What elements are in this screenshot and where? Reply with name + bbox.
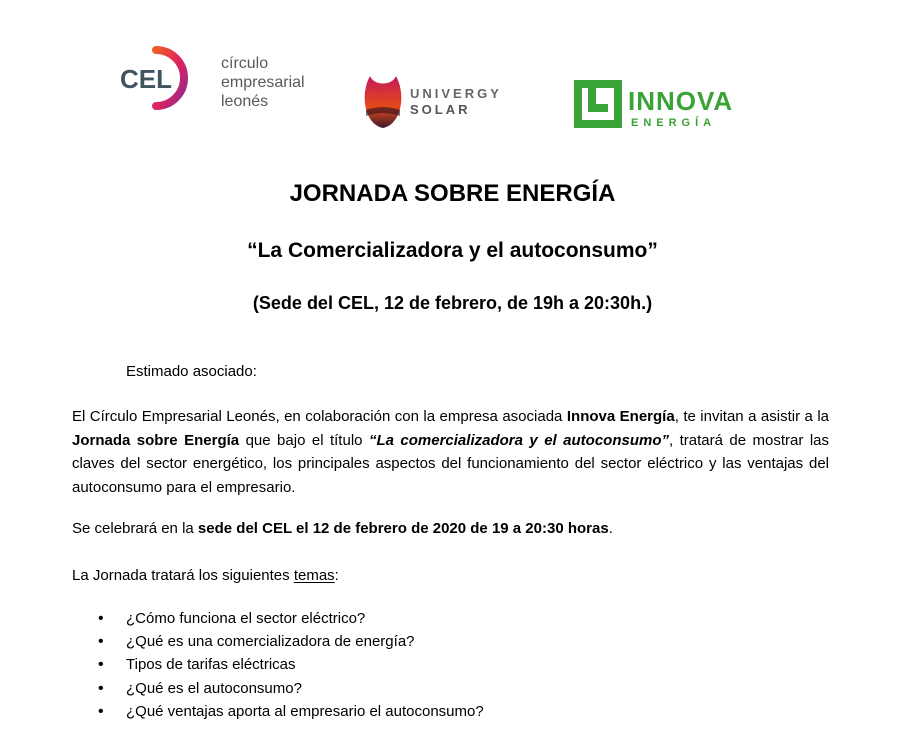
intro-paragraph bbox=[72, 405, 829, 499]
p3-b: temas bbox=[293, 567, 335, 584]
cel-mark: CEL bbox=[120, 64, 172, 94]
p1-e: que bajo el título bbox=[239, 431, 369, 449]
p1-f: “La comercializadora y el autoconsumo” bbox=[368, 431, 669, 449]
cel-logo bbox=[118, 42, 318, 112]
date-paragraph bbox=[72, 517, 829, 541]
p3-a: La Jornada tratará los siguientes bbox=[72, 567, 294, 584]
cel-ring-icon bbox=[118, 42, 218, 112]
cel-line-2: empresarial bbox=[221, 74, 305, 91]
p2-a: Se celebrará en la bbox=[72, 520, 198, 537]
page-subtitle: “La Comercializadora y el autoconsumo” bbox=[247, 239, 658, 262]
event-meta: (Sede del CEL, 12 de febrero, de 19h a 20:30h.) bbox=[252, 293, 653, 313]
list-item: • ¿Cómo funciona el sector eléctrico? bbox=[72, 607, 484, 630]
p1-d: Jornada sobre Energía bbox=[72, 431, 240, 449]
cel-wordmark bbox=[221, 54, 305, 111]
p2-b: sede del CEL el 12 de febrero de 2020 de 19 a 20:30 horas bbox=[197, 520, 609, 537]
list-item: • ¿Qué ventajas aporta al empresario el autoconsumo? bbox=[72, 700, 484, 723]
p1-c: , te invitan a asistir a la bbox=[674, 408, 830, 425]
univergy-line-1: UNIVERGY bbox=[410, 86, 502, 101]
list-item: • ¿Qué es el autoconsumo? bbox=[72, 677, 484, 700]
p1-a: El Círculo Empresarial Leonés, en colaboración con la empresa asociada bbox=[72, 408, 567, 425]
cel-line-3: leonés bbox=[221, 93, 269, 110]
p3-c: : bbox=[334, 567, 339, 584]
innova-line-2: ENERGÍA bbox=[631, 117, 717, 129]
p1-g: , tratará de mostrar las claves del sector energético, los principales aspectos del funcionamiento del sector eléctrico y las ventajas del autoconsumo para el empresario. bbox=[72, 431, 830, 496]
p1-b: Innova Energía bbox=[566, 408, 675, 425]
univergy-logo bbox=[360, 72, 540, 134]
univergy-line-2: SOLAR bbox=[410, 102, 471, 117]
list-item: • ¿Qué es una comercializadora de energía? bbox=[72, 630, 484, 653]
innova-line-1: INNOVA bbox=[628, 86, 734, 116]
page-title: JORNADA SOBRE ENERGÍA bbox=[289, 180, 616, 207]
innova-logo bbox=[570, 76, 760, 136]
list-item: • Tipos de tarifas eléctricas bbox=[72, 653, 484, 676]
p2-c: . bbox=[608, 520, 613, 537]
topics-intro bbox=[72, 564, 829, 588]
logo-bar bbox=[0, 40, 905, 140]
cel-line-1: círculo bbox=[221, 55, 269, 72]
innova-square-icon bbox=[570, 76, 626, 132]
topics-list bbox=[72, 607, 484, 723]
greeting: Estimado asociado: bbox=[126, 363, 257, 380]
univergy-wordmark bbox=[410, 86, 502, 118]
univergy-drop-icon bbox=[360, 72, 406, 134]
